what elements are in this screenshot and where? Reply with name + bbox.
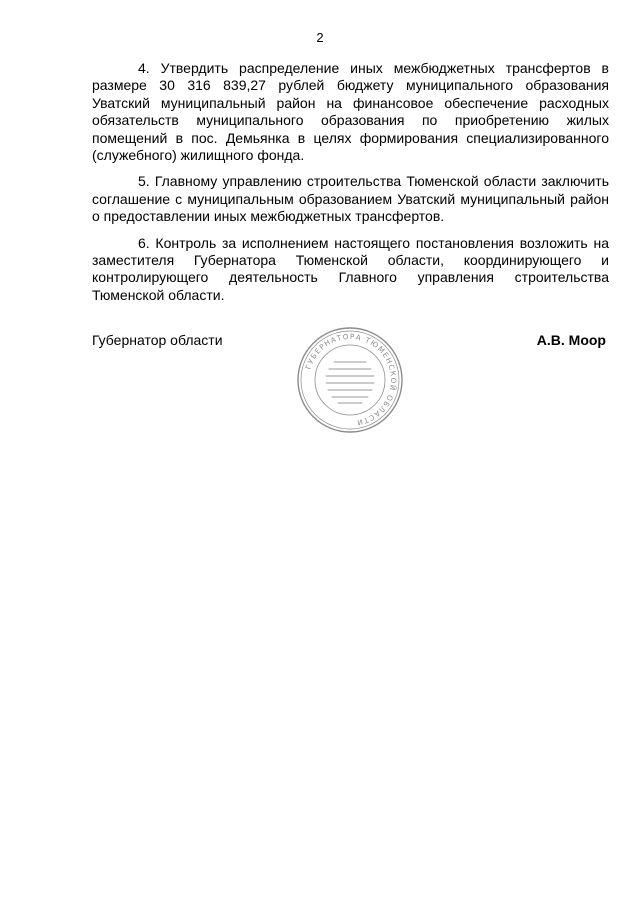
document-body [92, 60, 609, 313]
seal-ring-text: ГУБЕРНАТОРА ТЮМЕНСКОЙ ОБЛАСТИ [303, 331, 399, 428]
seal-rings [298, 328, 402, 432]
page-number: 2 [316, 30, 324, 45]
paragraph-5: 5. Главному управлению строительства Тюменской области заключить соглашение с муниципальным образованием Уватский муниципальный район о предоставлении иных межбюджетных трансфертов. [92, 173, 609, 225]
paragraph-6: 6. Контроль за исполнением настоящего постановления возложить на заместителя Губернатора Тюменской области, координирующего и контролирующего деятельность Главного управления строительства Тюменской области. [92, 234, 609, 303]
signatory-title: Губернатор области [92, 332, 223, 348]
paragraph-4: 4. Утвердить распределение иных межбюджетных трансфертов в размере 30 316 839,27 рублей бюджету муниципального образования Уватский муниципальный район на финансовое обеспечение расходных обязательств муниципального образования по приобретению жилых помещений в пос. Демьянка в целях формирования специализированного (служебного) жилищного фонда. [92, 60, 609, 164]
seal-inner-lines [326, 362, 374, 403]
signatory-name: А.В. Моор [536, 332, 606, 348]
official-seal-icon [296, 326, 404, 434]
